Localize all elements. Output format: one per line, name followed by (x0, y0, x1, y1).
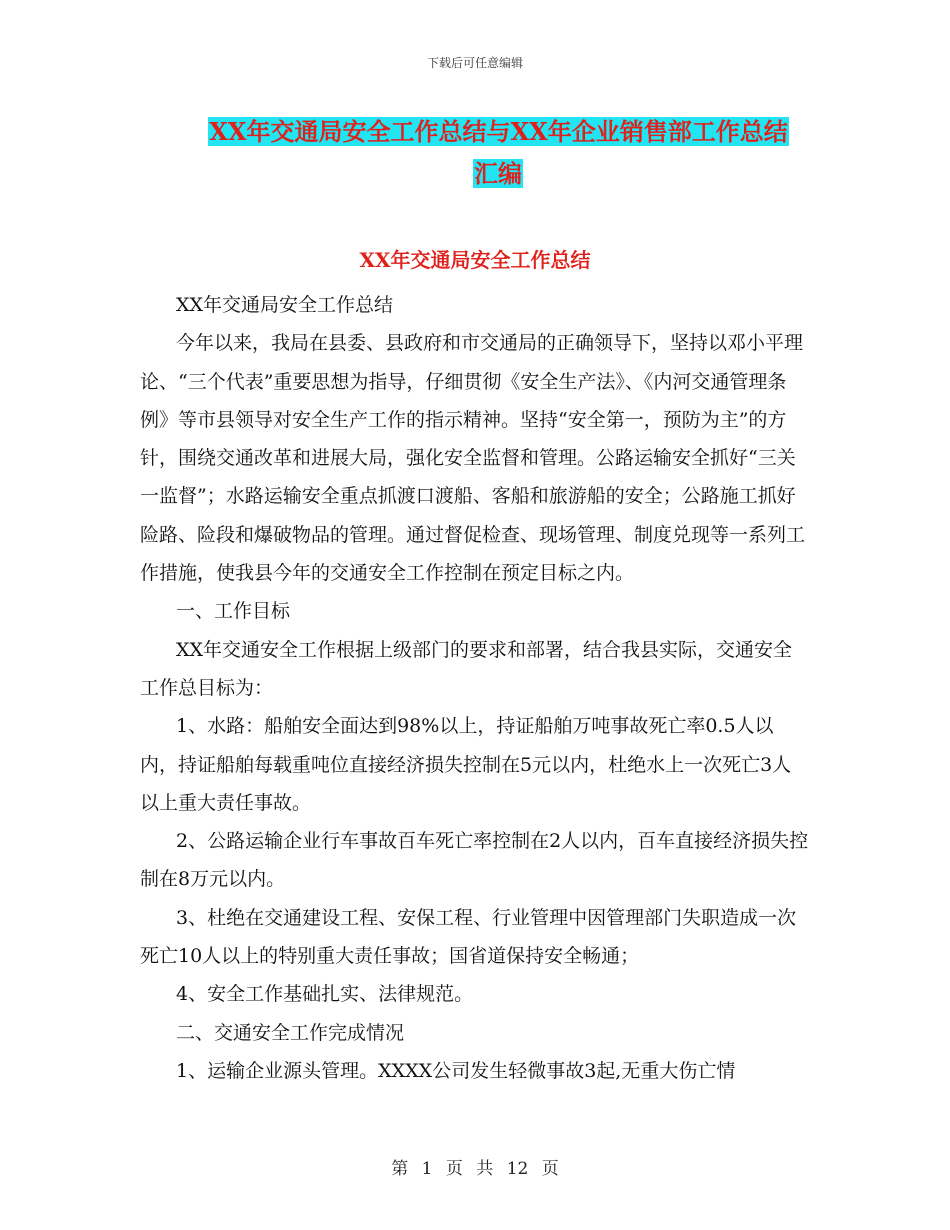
paragraph: 一、工作目标 (176, 600, 291, 623)
section-title: XX年交通局安全工作总结 (359, 248, 591, 272)
paragraph: 1、运输企业源头管理。XXXX公司发生轻微事故3起,无重大伤亡情 (176, 1059, 736, 1082)
header-note: 下载后可任意编辑 (426, 56, 523, 70)
page-footer (0, 1154, 950, 1179)
paragraph: 3、杜绝在交通建设工程、安保工程、行业管理中因管理部门失职造成一次死亡10人以上的特别重大责任事故；国省道保持安全畅通； (140, 906, 797, 968)
paragraph: XX年交通局安全工作总结 (176, 294, 394, 316)
footer-label: 第 (391, 1159, 409, 1179)
paragraph: 二、交通安全工作完成情况 (176, 1021, 405, 1044)
total-page-count: 12 (506, 1159, 529, 1179)
document-title-line1 (185, 110, 812, 154)
footer-label: 共 (476, 1159, 494, 1179)
paragraph: 2、公路运输企业行车事故百车死亡率控制在2人以内，百车直接经济损失控制在8万元以内。 (140, 830, 809, 891)
paragraph: 今年以来，我局在县委、县政府和市交通局的正确领导下，坚持以邓小平理论、“三个代表”重要思想为指导，仔细贯彻《安全生产法》、《内河交通管理条例》等市县领导对安全生产工作的指示精神。坚持“安全第一，预防为主”的方针，围绕交通改革和进展大局，强化安全监督和管理。公路运输安全抓好“三关一监督”；水路运输安全重点抓渡口渡船、客船和旅游船的安全；公路施工抓好险路、险段和爆破物品的管理。通过督促检查、现场管理、制度兑现等一系列工作措施，使我县今年的交通安全工作控制在预定目标之内。 (140, 332, 806, 585)
document-title-line2 (473, 152, 523, 196)
document-body (140, 286, 810, 1090)
footer-label: 页 (541, 1159, 559, 1179)
paragraph: 4、安全工作基础扎实、法律规范。 (176, 983, 474, 1006)
paragraph: XX年交通安全工作根据上级部门的要求和部署，结合我县实际，交通安全工作总目标为： (140, 638, 793, 699)
paragraph: 1、水路：船舶安全面达到98%以上，持证船舶万吨事故死亡率0.5人以内，持证船舶每载重吨位直接经济损失控制在5元以内，杜绝水上一次死亡3人以上重大责任事故。 (140, 715, 792, 814)
title-highlight: XX年交通局安全工作总结与XX年企业销售部工作总结 (209, 117, 788, 146)
title-highlight: 汇编 (474, 159, 522, 188)
current-page-number: 1 (421, 1159, 433, 1179)
footer-label: 页 (445, 1159, 463, 1179)
